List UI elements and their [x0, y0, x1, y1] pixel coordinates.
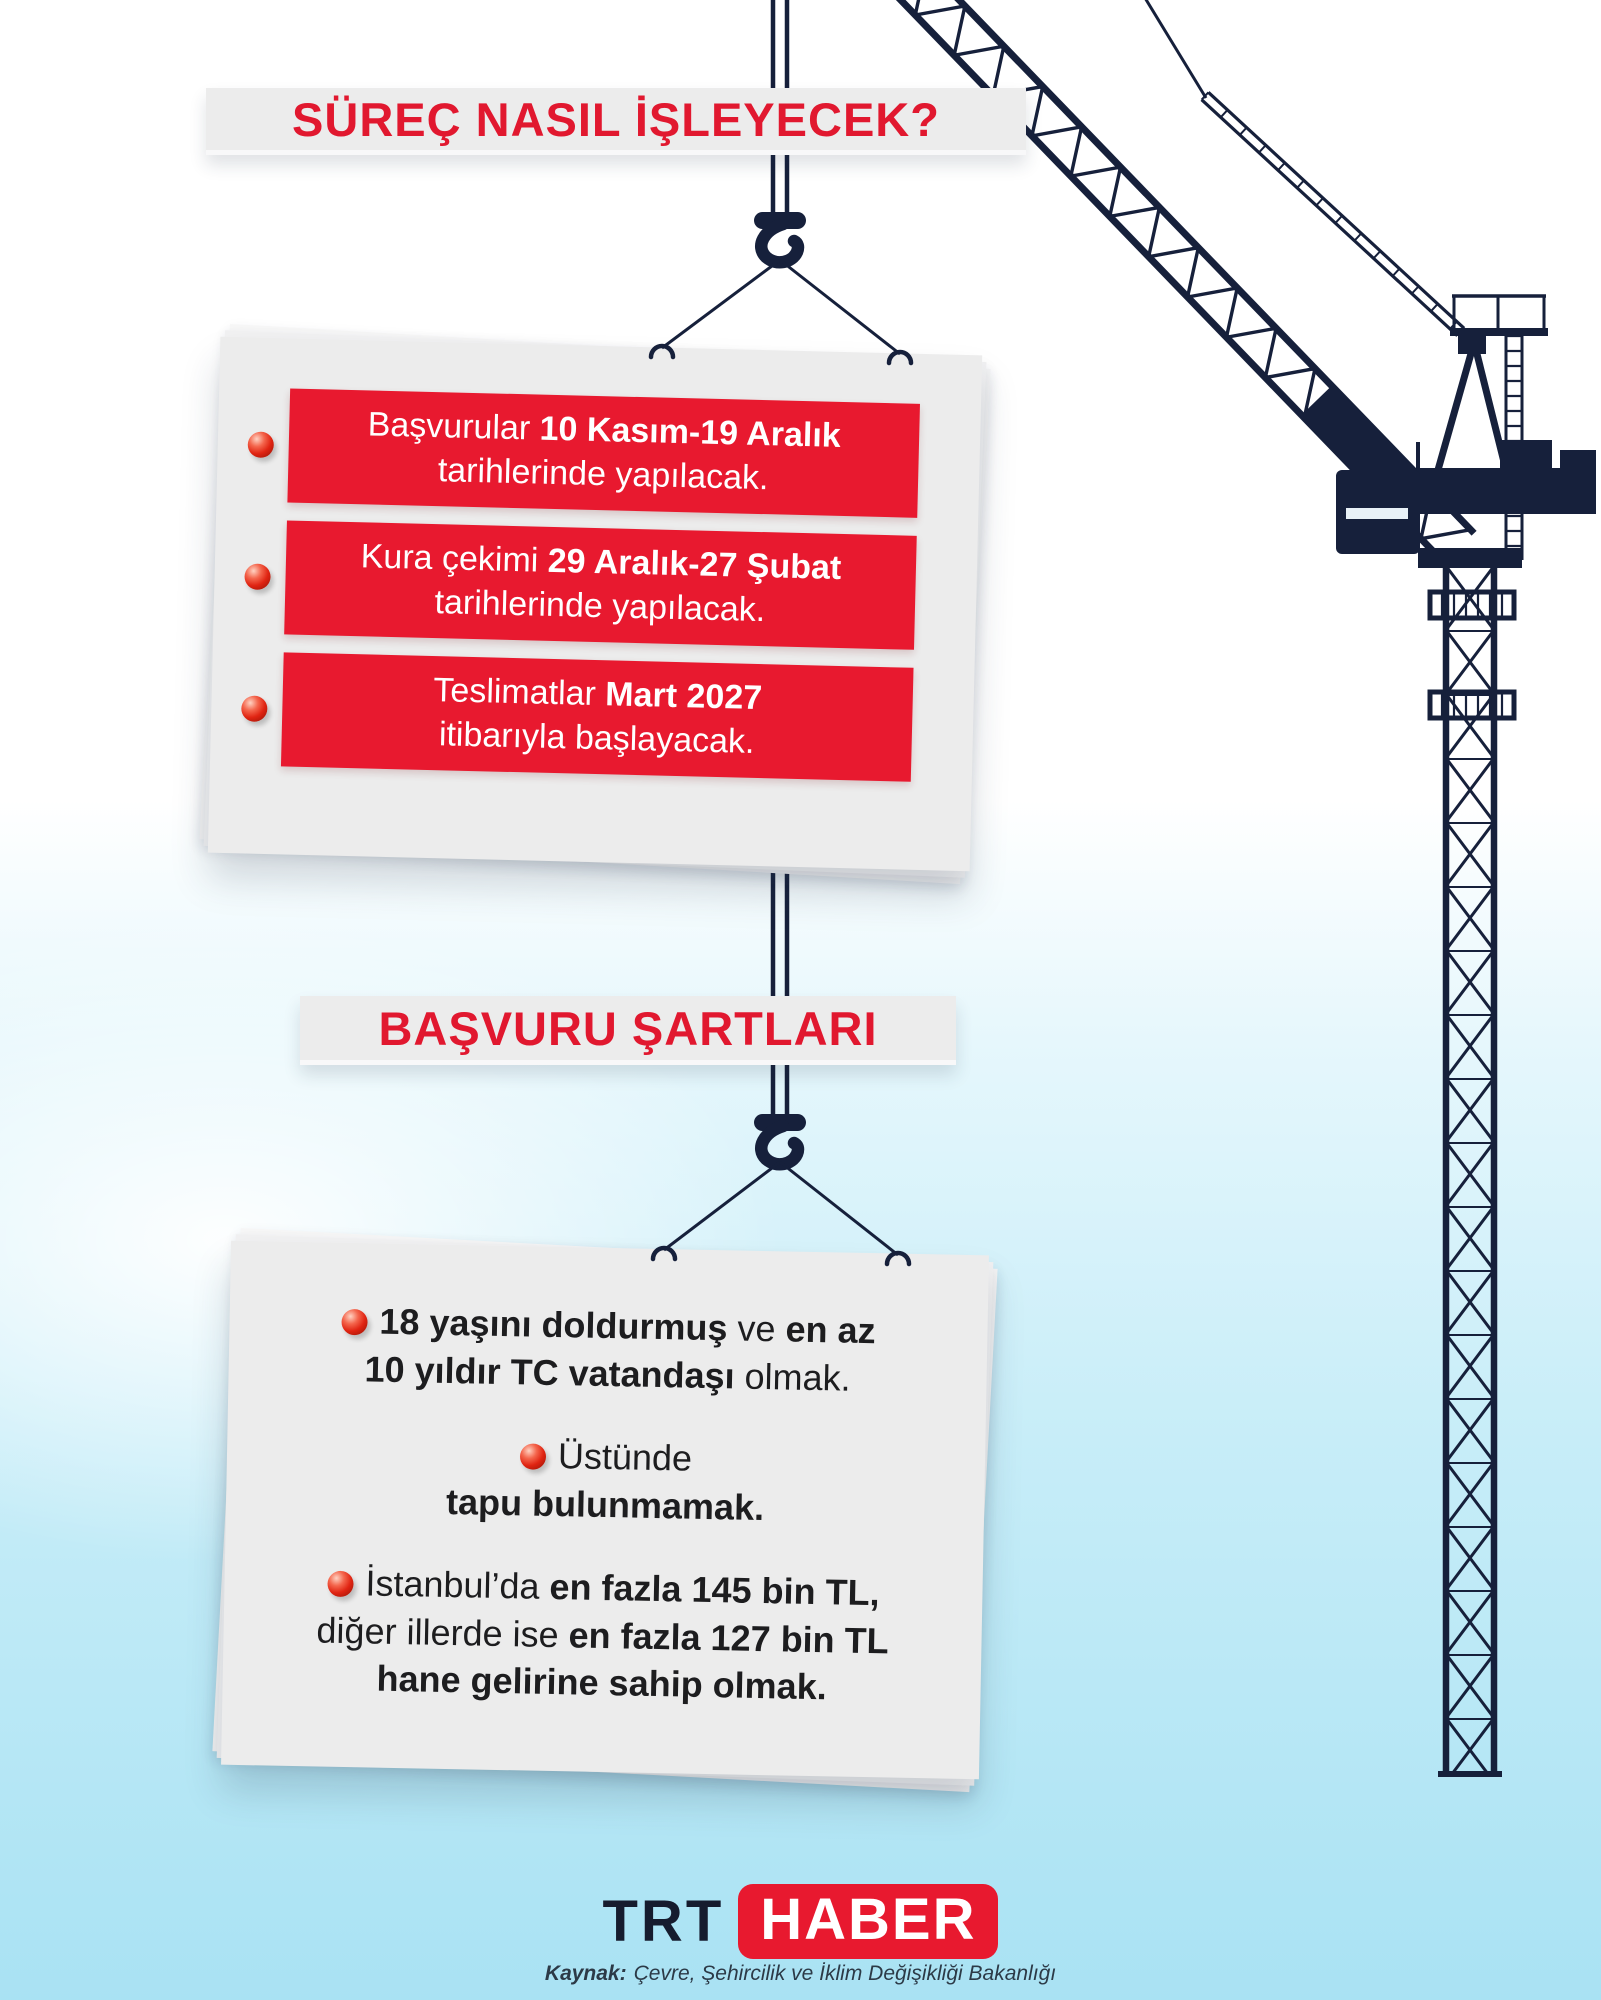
red-pin-icon [247, 431, 274, 458]
haber-logo-badge: HABER [738, 1884, 998, 1959]
red-pin-icon [327, 1571, 353, 1597]
sling-ropes [662, 260, 900, 354]
red-pin-icon [241, 695, 268, 722]
requirement-item-deed: Üstünde tapu bulunmamak. [445, 1435, 765, 1528]
process-item-deliveries: Teslimatlar Mart 2027 itibarıyla başlayacak. [281, 652, 914, 781]
trt-logo-text: TRT [602, 1889, 725, 1954]
crane-apex [1438, 296, 1548, 560]
requirements-title-banner [300, 996, 956, 1065]
source-line [0, 1962, 1601, 1986]
crane-hook-icon [754, 1114, 806, 1164]
crane-tower [1430, 566, 1514, 1776]
red-pin-icon [341, 1309, 367, 1335]
requirement-item-citizenship: 18 yaşını doldurmuş ve en az 10 yıldır TC vatandaşı olmak. [258, 1295, 958, 1403]
source-label: Kaynak: [544, 1962, 627, 1985]
card-front-page [221, 1241, 989, 1779]
red-pin-icon [520, 1443, 546, 1469]
source-text: Çevre, Şehircilik ve İklim Değişikliği Bakanlığı [633, 1962, 1057, 1985]
requirement-item-income: İstanbul’da en fazla 145 bin TL, diğer illerde ise en fazla 127 bin TL hane gelirine sahip olmak. [316, 1562, 890, 1708]
process-title: SÜREÇ NASIL İŞLEYECEK? [292, 92, 940, 146]
sling-ropes [664, 1162, 898, 1255]
crane-hook-icon [754, 212, 806, 262]
process-item-lottery: Kura çekimi 29 Aralık-27 Şubat tarihlerinde yapılacak. [284, 520, 917, 649]
process-item-applications: Başvurular 10 Kasım-19 Aralık tarihlerinde yapılacak. [287, 388, 920, 517]
crane-tie-bar [1202, 92, 1465, 335]
requirements-card [226, 1248, 984, 1772]
trt-haber-logo [0, 1884, 1601, 1959]
requirements-title: BAŞVURU ŞARTLARI [378, 1001, 878, 1055]
card-front-page [208, 337, 982, 871]
process-card [214, 346, 976, 862]
process-title-banner [206, 88, 1026, 155]
pendant-cable [1128, 0, 1206, 98]
red-pin-icon [244, 563, 271, 590]
crane-cab [1336, 440, 1596, 568]
